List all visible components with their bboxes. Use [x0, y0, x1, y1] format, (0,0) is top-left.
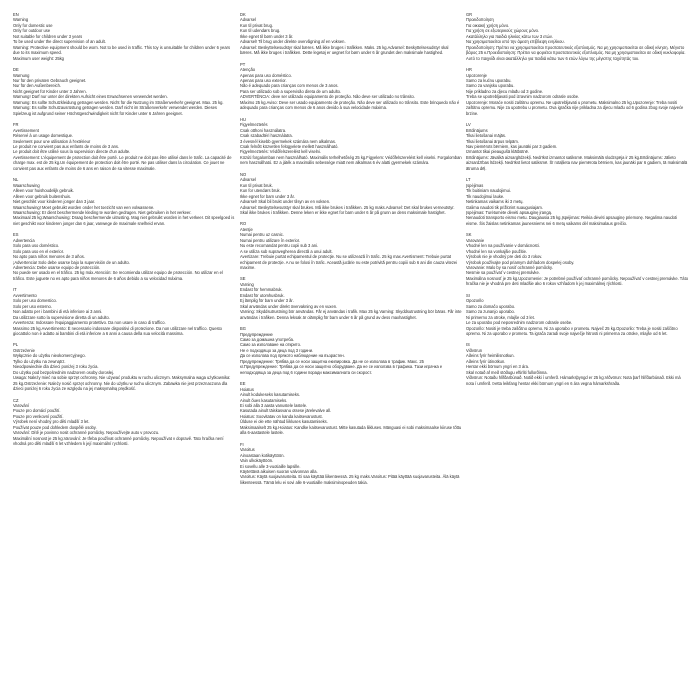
warning-section-fr [13, 122, 235, 171]
warning-text: Avvertimento Solo per uso domestico. Solo per uso esterno. Non adatto per i bambini di età inferiore ai 3 anni. Da utilizzare sotto la supervisione diretta di un adulto. Avvertenza: Indossare l'equipaggiamento protettivo. Da non usare in caso di traffico. Massimo 25 kg.Avvertimento: È necessario indossare dispositivi di protezione. Da non utilizzare nel traffico. Questo giocattolo non è adatto ai bambini di età inferiore a 6 anni a causa della sua velocità massima. [13, 292, 222, 337]
warning-section-it [13, 287, 235, 336]
warning-text: Varning Endast för hemmabruk. Endast för utomhusbruk. Ej lämplig för barn under 3 år. Skal användas under direkt övervakning av en vuxen. Varning: Skyddsutrustning bör användas. Får ej användas i trafik. Max 25 kg.Varning: Skyddsutrustning bör bäras. Får inte användas i trafiken. Denna leksak är olämplig för barn under 6 år på grund av dess maxhastighet. [240, 281, 462, 320]
warning-text: Advarsel Kun til privat bruk. Kun for utendørs bruk. Ikke egnet for barn under 3 år. Advarsel! Skal bli brukt under tilsyn av en voksen. Advarsel: Beskyttelsesutstyr skal brukes. Må ikke brukes i trafikken. 25 kg maks.Advarsel: Det skal brukes verneutstyr. Skal ikke brukes i trafikken. Denne leken er ikke egnet for barn under 6 år på grunn av dens maksimale hastighet. [240, 177, 455, 215]
warning-text: Figyelmeztetés Csak otthoni használatra. Csak szabadtéri használatra. 3 évesnél kisebb gyermekek számára nem alkalmas. Csak felnőtt közvetlen felügyelete mellett használható. Figyelmeztetés: Védőfelszerelést kell viselni. Közúti forgalomban nem használható. Maximális terhelhetőség 25 kg.Figyelem: Védőfelszerelést kell viselni. Forgalomban nem használható. Ez a játék a maximális sebessége miatt nem alkalmas 6 év alatti gyermekek számára. [240, 122, 462, 166]
column-left [13, 12, 235, 453]
column-middle [240, 12, 462, 491]
language-code: HU [240, 116, 246, 122]
warning-section-no [240, 172, 462, 216]
warning-text: Advarsel Kun til privat brug. Kun til udendørs brug. Ikke egnet til børn under 3 år. Advarsel! Til brug under direkte overvågning af en voksen. Advarsel: Beskyttelsesudstyr skal bæres. Må ikke bruges i trafikken. Maks. 25 kg.Advarsel: Beskyttelsesudstyr skal bæres. Må ikke bruges i trafikken. Dette legetøj er uegnet for børn under 6 år grundet den maksimale hastighed. [240, 17, 449, 56]
language-code: IS [466, 342, 470, 348]
warning-section-dk [240, 12, 462, 56]
warning-section-en [13, 12, 235, 61]
language-code: NO [240, 171, 247, 177]
language-code: CZ [13, 397, 19, 403]
warning-text: Advertencia Solo para uso doméstico. Solo para uso en el exterior. No apto para niños menores de 3 años. ¡Advertencia! Solo debe usarse bajo la supervisión de un adulto. Advertencia: Debe usarse equipo de protección. No puede ser usado en el tráfico. 25 kg máx.Atención: Se recomienda utilizar equipo de protección. No utilizar en el tráfico. Este juguete no es apto para niños menores de 6 años debido a su velocidad máxima. [13, 237, 223, 281]
warning-text: Ostrzeżenie Wyłącznie do użytku nieokomercyjnego. Tylko do użytku na zewnątrz. Nieodpowiednie dla dzieci poniżej 3 roku życia. Do użytku pod bezpośrednim nadzorem osoby dorosłej. Uwaga: Należy mieć na sobie sprzęt ochronny. Nie używać produktu w ruchu ulicznym. Maksymalna waga użytkownika: 25 kg.Ostrzeżenie: Należy nosić sprzęt ochronny. Nie do użytku w ruchu ulicznym. Zabawka nie jest przeznaczona dla dzieci poniżej 6 roku życia ze względu na jej maksymalną prędkość. [13, 347, 231, 392]
warning-text: Varování Pouze pro domácí použití. Pouze pro venkovní použití. Výrobek není vhodný pro děti mladší 3 let. Používat pouze pod dohledem dospělé osoby. Varování: Dítě je povinno nosit ochranné pomůcky. Nepoužívejte auto v provozu. Maximální nosnost je 25 kg.Varování: Je třeba používat ochranné pomůcky. Nepoužívat v dopravě. Tato hračka není vhodná pro děti mladší 6 let vzhledem k její maximální rychlosti. [13, 403, 224, 447]
warning-section-is [466, 342, 688, 386]
warning-section-lt [466, 177, 688, 226]
language-code: LV [466, 122, 471, 128]
warning-section-ee [240, 381, 462, 436]
warning-section-fi [240, 442, 462, 486]
language-code: LT [466, 177, 471, 183]
language-code: DK [240, 12, 246, 17]
warning-text: Warnung Nur für den privaten Gebrauch geeignet. Nur für den Außenbereich. Nicht geeignet für Kinder unter 3 Jahren. Warnung! Darf nur unter der direkten Aufsicht eines Erwachsenen verwendet werden. Warnung: Es sollte Schutzkleidung getragen werden. Nicht für die Nutzung im Straßenverkehr geeignet. Max. 25 kg. Warnung: Es sollte Schutzausrüstung getragen werden. Darf nicht im Straßenverkehr verwendet werden. Dieses Spielzeug ist aufgrund seiner Höchstgeschwindigkeit nicht für Kinder unter 6 Jahren geeignet. [13, 72, 224, 116]
warning-section-sk [466, 232, 688, 287]
language-code: DE [13, 67, 19, 73]
language-code: PT [240, 61, 246, 67]
language-code: BG [240, 326, 246, 332]
warning-text: Viðvörun Aðeins fyrir heimilisnotkun. Aðeins fyrir útinotkun. Hentar ekki börnum yngri en 3 ára. Skal notað af með stöðugu eftirliti fullorðinna. Viðvörun: Notaðu hlífðarbúnað. Notið ekki í umferð. Hámarksþyngd er 25 kg.Viðvörun: Nota þarf hlífðarbúnað. Ekki má nota í umferð. Þetta leikfang hentar ekki börnum yngri en 6 ára vegna hámarkshraða. [466, 347, 681, 386]
warning-text: Atenção Apenas para uso doméstico. Apenas para uso exterior. Não é adequado para crianças com menos de 3 anos. Para ser utilizado sob a supervisão direta de um adulto. ADVERTÊNCIA: deve ser utilizado equipamento de proteção. Não deve ser utilizado no trânsito. Máximo 25 kg.Aviso: Deve ser usado equipamento de proteção. Não deve ser utilizado no trânsito. Este brinquedo não é adequado para crianças com menos de 6 anos devido à sua velocidade máxima. [240, 67, 460, 111]
warning-section-de [13, 67, 235, 116]
warning-section-bg [240, 326, 462, 375]
warning-section-nl [13, 177, 235, 226]
language-code: EE [240, 381, 246, 387]
language-code: SI [466, 292, 470, 298]
language-code: SK [466, 232, 472, 238]
warning-section-gr [466, 12, 688, 61]
language-code: IT [13, 287, 17, 293]
warning-section-se [240, 276, 462, 320]
language-code: EN [13, 12, 19, 17]
warning-text: Hoiatus Ainult kodukeseks kasutamiseks. Ainult õues kasutamiseks. Ei sobi alla 3 aasta vanustele lastele. Kasutada ainult täiskasvanu otsese järelevalve all. Hoiatus: Soovitatav on kanda kaitsevarustust. Ülduse ei ole ette nähtud liikluses kasutamiseks. Maksimaalselt 25 kg.Hoiatus: Kandke kaitsevarustust. Mitte kasutada liikluses. Mänguasi ei sobi maksimaalse kiiruse tõttu alla 6-aastastele lastele. [240, 386, 462, 436]
warning-text: Waarschuwing Alleen voor huishoudelijk gebruik. Alleen voor gebruik buitenshuis. Niet geschikt voor kinderen jonger dan 3 jaar. Waarschuwing! Moet gebruikt worden onder het toezicht van een volwassene. Waarschuwing: Er dient beschermende kleding te worden gedragen. Niet gebruiken in het verkeer. Maximaal 25 kg.Waarschuwing: Draag beschermende uitrusting. Mag niet gebruikt worden in het verkeer. Dit speelgoed is niet geschikt voor kinderen jonger dan 6 jaar, vanwege de maximale snelheid ervan. [13, 182, 235, 226]
warning-section-pt [240, 62, 462, 111]
language-code: GR [466, 12, 473, 17]
warning-section-es [13, 232, 235, 281]
warning-text: Atenţie Numai pentru uz casnic. Numai pentru utilizare în exterior. Nu este recomandat pentru copii sub 3 ani. A se utiliza sub supravegherea directă a unui adult. Avertizare: Trebuie purtat echipamentul de protecţie. Nu se utilizează în trafic. 25 kg max.Avertisment: Trebuie purtat echipament de protecție. A nu se folosi în trafic. Această jucărie nu este potrivită pentru copiii sub 6 ani din cauza vitezei maxime. [240, 226, 458, 271]
warning-section-cz [13, 398, 235, 447]
warning-text: Upozorenje Samo za kućnu uporabu. Samo za vanjsku uporabu. Nije prikladno za djecu mlađu od 3 godine. Treba se upotrebljavati pod izravnim nadzorom odrasle osobe. Upozorenje: Moraće nositi zaštitnu opremu. Ne upotrebljavati u prometu. Maksimalno 25 kg.Upozorenje: Treba nositi zaštitnu opremu. Nije za upotrebu u prometu. Ova igračka nije prikladna za djecu mlađu od 6 godina zbog svoje najveće brzine. [466, 72, 684, 116]
warning-text: Avertissement Réservé à un usage domestique. Seulement pour une utilisation à l'extérieur Le produit ne convient pas aux enfants de moins de 3 ans. Le produit doit être utilisé sous la supervision directe d'un adulte. Avertissement: L'équipement de protection doit être porté. Le produit ne doit pas être utilisé dans le trafic. La capacité de charge max. est de 25 kg.Un équipement de protection doit être porté. Ne pas utiliser dans la circulation. Ce jouet ne convient pas aux enfants de moins de 6 ans en raison de sa vitesse maximale. [13, 127, 232, 171]
language-code: RO [240, 221, 247, 227]
warning-text: Varoitus Ainoastaan kotikäyttöön. Vain ulkokäyttöön. Ei sovellu alle 3-vuotiaille lapsille. Käytettävä aikuisen suoran valvonnan alla. Varoitus: Käytä suojavarusteita. Ei saa käyttää liikenteessä. 25 kg maks.Varoitus: Pitää käyttää suojavarusteita. Älä käytä liikenteessä. Tämä lelu ei sovi alle 6-vuotiaille maksiminopeuden takia. [240, 447, 460, 485]
warning-text: Warning Only for domestic use Only for outdoor use Not suitable for children under 3 years To be used under the direct supervision of an adult. Warning: Protective equipment should be worn. Not to be used in traffic. This toy is unsuitable for children under 6 years due to its maximum speed. Maximum user weight: 25kg [13, 17, 231, 61]
warning-text: Brīdinājums Tikai lietošanai mājās. Tikai lietošanai ārpus telpām. Nav piemērots bērniem, kas jaunāki par 3 gadiem. Izmantot tikai pieaugušā klātbūtnē. Brīdinājums: Jāvalkā aizsarglīdzekļi. Nedrīkst izmantot satiksmē. Maksimālā slodzspēja ir 25 kg.Brīdinājums: Jālieto aizsardzības līdzekļi. Nedrīkst lietot satiksmē. Šī rotaļlieta nav piemērota bērniem, kas jaunāki par 6 gadiem, tā maksimālā ātruma dēļ. [466, 127, 688, 171]
language-code: FI [240, 441, 244, 447]
language-code: SE [240, 276, 246, 282]
warning-section-hu [240, 117, 462, 166]
warning-text: Предупреждение Само за домашна употреба. Само за използване на открито. Не е подходящо за деца под 3 години. Да се използва под прякото наблюдение на възрастен. Предупреждение: Трябва да се носи защитна екипировка. Да не се използва в трафик. Макс. 25 кг.Предупреждение: Трябва да се носи защитно оборудване. Да не се използва в трафика. Тази играчка е неподходяща за деца под 6 години поради максималната си скорост. [240, 331, 443, 375]
warning-section-pl [13, 342, 235, 391]
warning-text: Varovanie Vhodné len na používanie v domácnosti. Vhodné len na vonkajšie použitie. Výrobok nie je vhodný pre deti do 3 rokov. Výrobok používajte pod priamym dohľadom dospelej osoby. Varovanie: Malo by sa nosiť ochranné pomôcky. Nesmie sa používať v cestnej premávke. Maximálna nosnosť je 25 kg.Upozornenie: Je potrebné používať ochranné pomôcky. Nepoužívať v cestnej premávke. Táto hračka nie je vhodná pre deti mladšie ako 6 rokov vzhľadom k jej maximálnej rýchlosti. [466, 237, 688, 287]
language-code: ES [13, 232, 19, 238]
warning-section-ro [240, 221, 462, 270]
warning-text: Įspėjimas Tik buitiniam naudojimui. Tik naudojimui lauke. Netinkamas vaikams iki 3 metų. Galima naudoti tik prižiūrint suaugusiajam. Įspėjimas: Turėtumėte dėvėti apsauginę įrangą. Nenaudoti transporto eismo metu. Daugiausia 25 kg.Įspėjimas: Reikia dėvėti apsauginę priemonę. Negalima naudoti eisme. Šis žaislas netinkamas jaunesniems nei 6 metų vaikams dėl maksimalaus greičio. [466, 182, 677, 226]
language-code: FR [13, 122, 19, 128]
warning-text: Opozorilo Samo za domačo uporabo. Samo za zunanjo uporabo. Ni primerno za otroke, mlajše od 3 let. Le za uporabo pod neposrednim nadzorom odrasle osebe. Opozorilo: Nositi je treba zaščitno opremo. Ni za uporabo v prometu. Največ 25 kg.Opozorilo: Treba je nositi zaščitno opremo. Ni za uporabo v prometu. Ta igrača zaradi svoje največje hitrosti ni primerna za otroke, mlajše od 6 let. [466, 298, 678, 337]
warning-section-lv [466, 122, 688, 171]
language-code: NL [13, 177, 19, 183]
warning-section-hr [466, 67, 688, 116]
warning-section-si [466, 293, 688, 337]
language-code: PL [13, 342, 19, 348]
language-code: HR [466, 67, 472, 73]
column-right [466, 12, 688, 392]
warning-text: Προειδοποίηση Για οικιακή χρήση μόνο. Για χρήση σε εξωτερικούς χώρους μόνο. Ακατάλληλο για παιδιά ηλικίας κάτω των 3 ετών. Να χρησιμοποιείται υπό την άμεση επίβλεψη ενηλίκου. Προειδοποίηση: Πρέπει να χρησιμοποιείται προστατευτικός εξοπλισμός. Να μη χρησιμοποιείται σε οδική κίνηση. Μέγιστο βάρος 25 κ.Προειδοποίηση: Πρέπει να φοριέται προστατευτικός εξοπλισμός. Να μη χρησιμοποιείται σε οδική κυκλοφορία. Αυτό το παιχνίδι είναι ακατάλληλο για παιδιά κάτω των 6 ετών λόγω της μέγιστης ταχύτητάς του. [466, 17, 686, 61]
